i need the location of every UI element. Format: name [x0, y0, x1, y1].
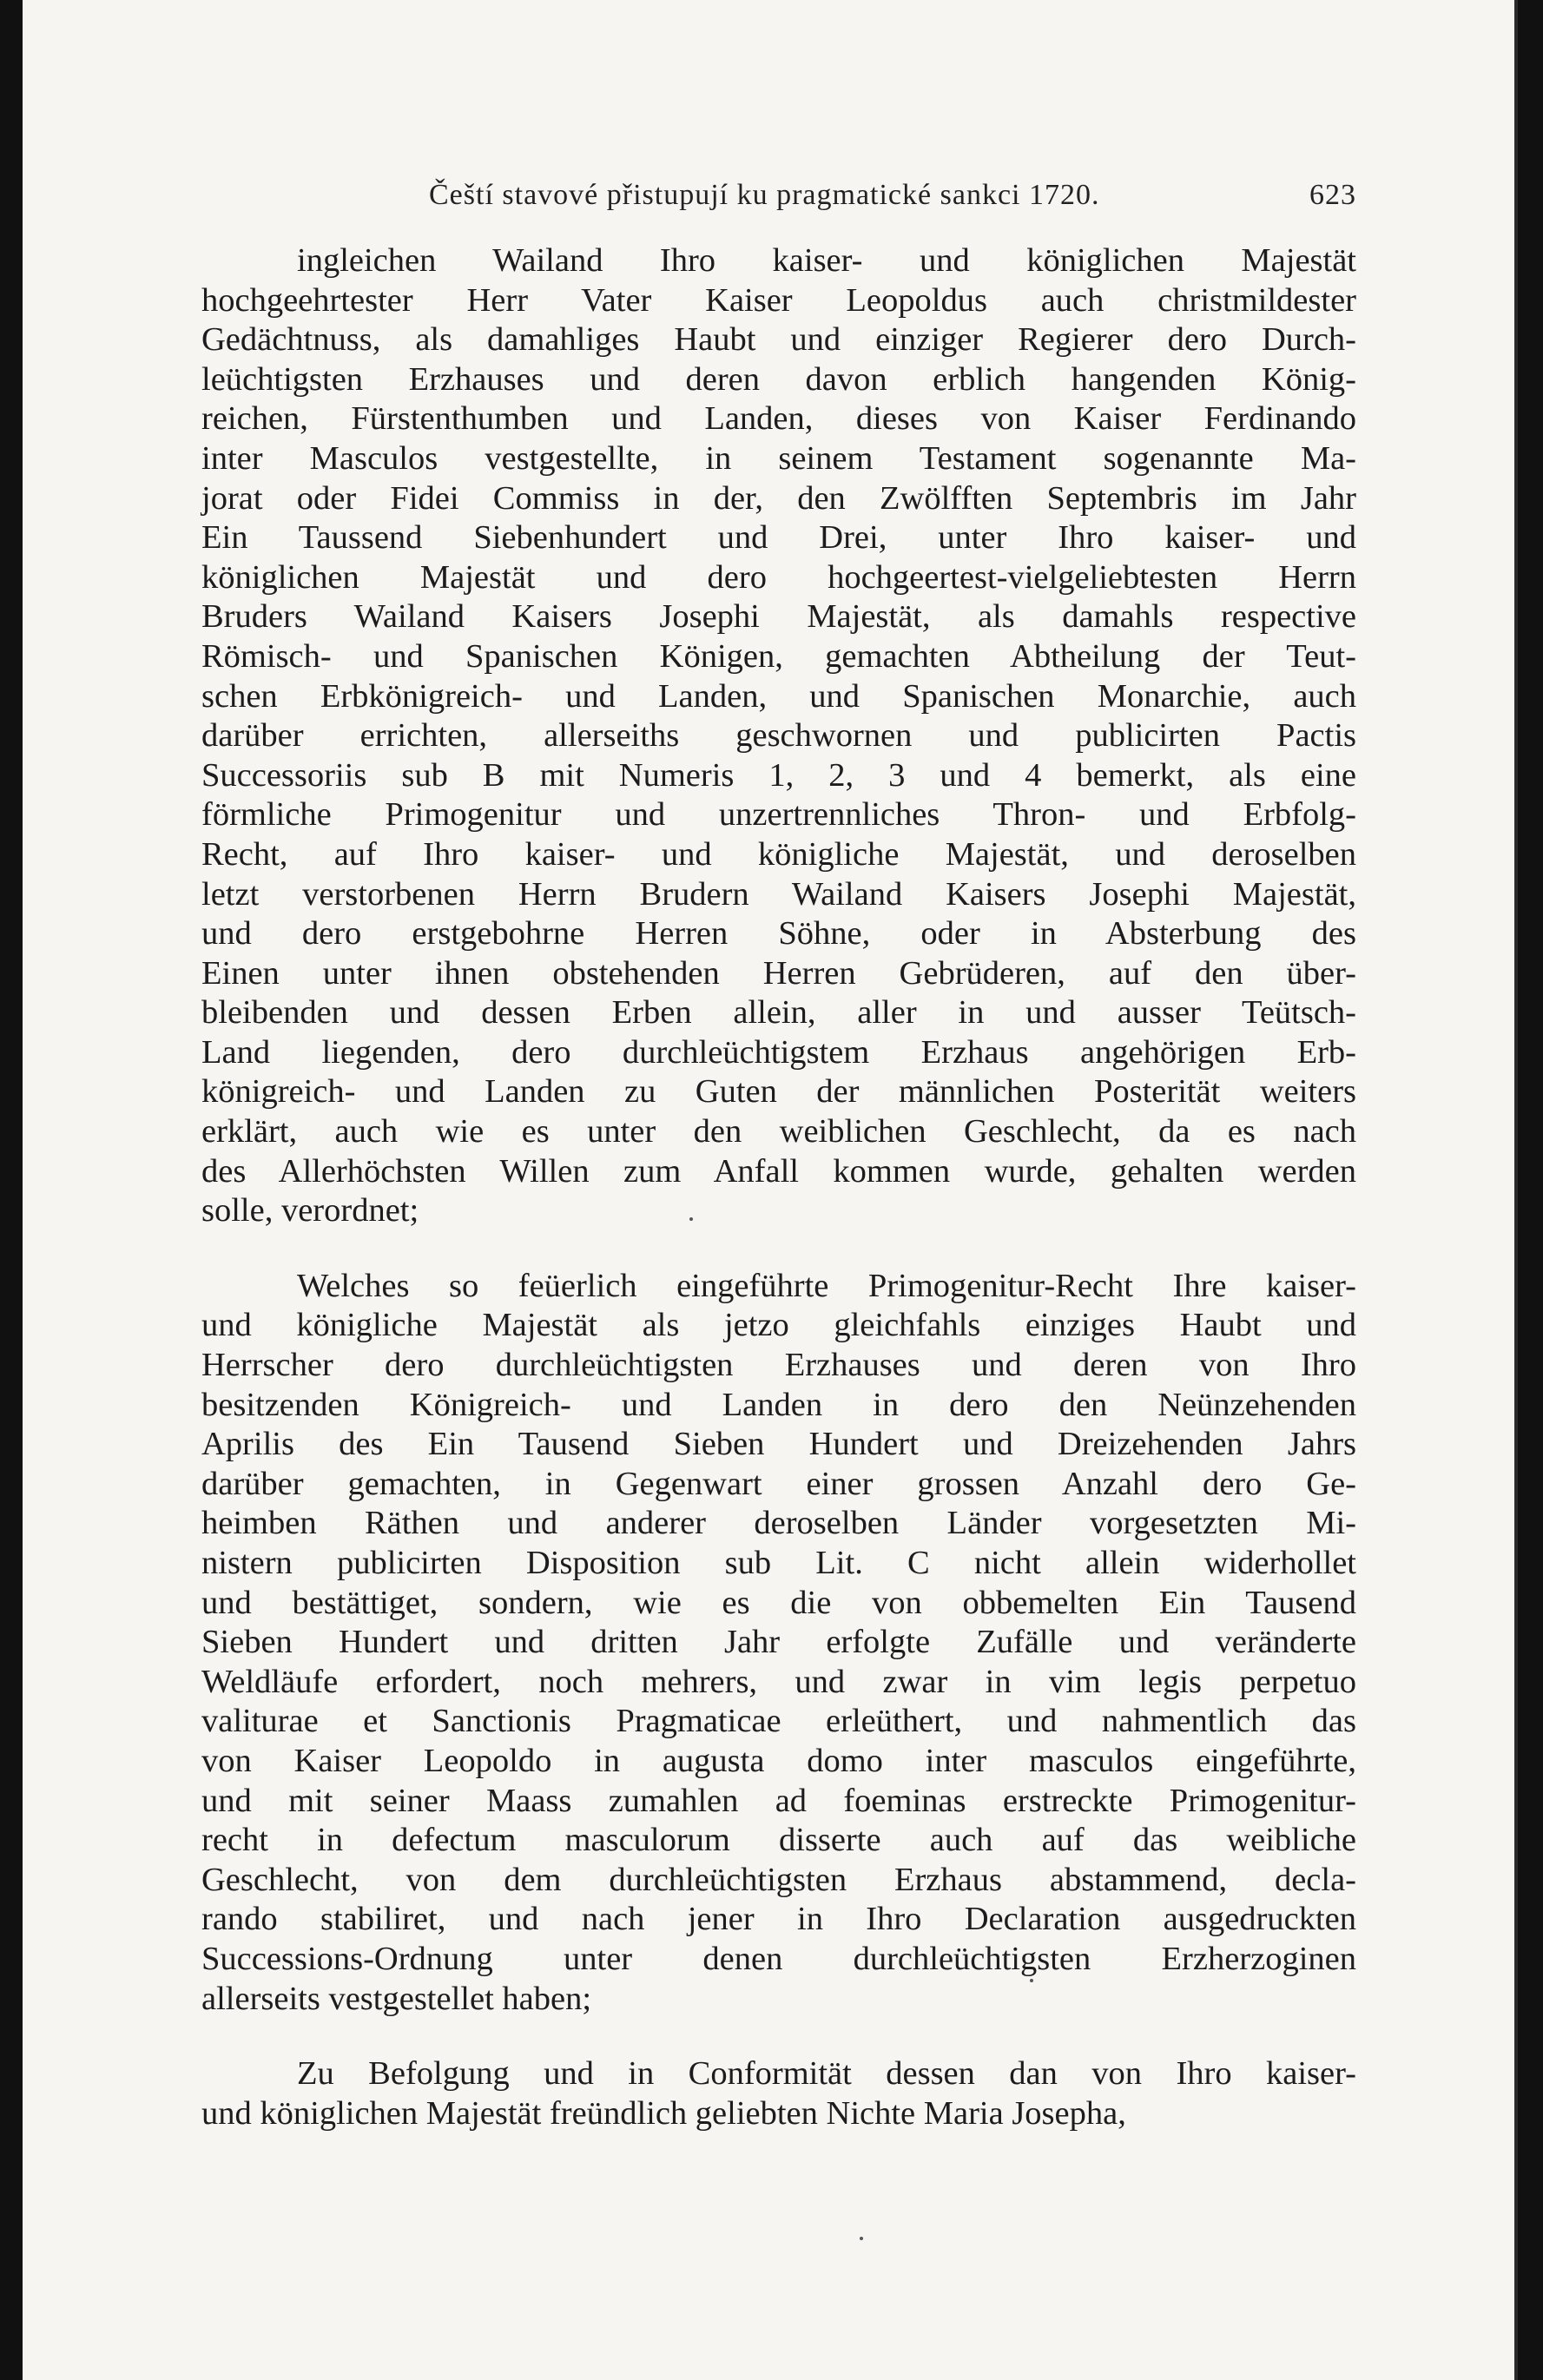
page-content: [201, 170, 1356, 2133]
text-line: inter Masculos vestgestellte, in seinem Testament sogenannte Ma-: [201, 439, 1356, 477]
text-line: Zu Befolgung und in Conformität dessen dan von Ihro kaiser-: [297, 2055, 1356, 2093]
text-line: jorat oder Fidei Commiss in der, den Zwölfften Septembris im Jahr: [201, 479, 1356, 517]
text-line: erklärt, auch wie es unter den weiblichen Geschlecht, da es nach: [201, 1113, 1356, 1150]
text-line: Land liegenden, dero durchleüchtigstem Erzhaus angehörigen Erb-: [201, 1033, 1356, 1071]
text-line: Successions-Ordnung unter denen durchleüchtigsten Erzherzoginen: [201, 1940, 1356, 1977]
text-line: darüber gemachten, in Gegenwart einer grossen Anzahl dero Ge-: [201, 1465, 1356, 1502]
text-line: Einen unter ihnen obstehenden Herren Gebrüderen, auf den über-: [201, 954, 1356, 992]
text-line: recht in defectum masculorum disserte auch auf das weibliche: [201, 1822, 1356, 1859]
text-line: Successoriis sub B mit Numeris 1, 2, 3 und 4 bemerkt, als eine: [201, 756, 1356, 794]
text-line: Recht, auf Ihro kaiser- und königliche Majestät, und deroselben: [201, 835, 1356, 873]
paragraph: [201, 241, 1356, 1231]
text-line: reichen, Fürstenthumben und Landen, dieses von Kaiser Ferdinando: [201, 400, 1356, 438]
text-line: bleibenden und dessen Erben allein, aller in und ausser Teütsch-: [201, 994, 1356, 1032]
text-line: und dero erstgebohrne Herren Söhne, oder in Absterbung des: [201, 915, 1356, 953]
running-header: [201, 170, 1356, 222]
text-line: königlichen Majestät und dero hochgeertest-vielgeliebtesten Herrn: [201, 558, 1356, 596]
text-line: königreich- und Landen zu Guten der männlichen Posterität weiters: [201, 1073, 1356, 1111]
text-line: allerseits vestgestellet haben;: [201, 1980, 592, 2017]
text-line: letzt verstorbenen Herrn Brudern Wailand Kaisers Josephi Majestät,: [201, 875, 1356, 913]
text-line: und bestättiget, sondern, wie es die von obbemelten Ein Tausend: [201, 1584, 1356, 1621]
text-line: und mit seiner Maass zumahlen ad foeminas erstreckte Primogenitur-: [201, 1782, 1356, 1819]
running-title: Čeští stavové přistupují ku pragmatické sankci 1720.: [429, 179, 1100, 211]
text-line: Bruders Wailand Kaisers Josephi Majestät, als damahls respective: [201, 598, 1356, 636]
text-line: solle, verordnet;: [201, 1192, 419, 1230]
text-line: und königliche Majestät als jetzo gleichfahls einziges Haubt und: [201, 1307, 1356, 1344]
body-text: [201, 241, 1356, 2133]
text-line: Römisch- und Spanischen Königen, gemachten Abtheilung der Teut-: [201, 637, 1356, 675]
text-line: Gedächtnuss, als damahliges Haubt und einziger Regierer dero Durch-: [201, 321, 1356, 359]
speck-mark: [689, 1217, 693, 1221]
text-line: Geschlecht, von dem durchleüchtigsten Erzhaus abstammend, decla-: [201, 1861, 1356, 1898]
text-line: Ein Taussend Siebenhundert und Drei, unter Ihro kaiser- und: [201, 519, 1356, 557]
paragraph: [201, 2054, 1356, 2133]
text-line: leüchtigsten Erzhauses und deren davon erblich hangenden König-: [201, 360, 1356, 398]
text-line: schen Erbkönigreich- und Landen, und Spanischen Monarchie, auch: [201, 677, 1356, 715]
text-line: nistern publicirten Disposition sub Lit. C nicht allein widerhollet: [201, 1545, 1356, 1581]
scanned-page: [23, 0, 1518, 2380]
text-line: des Allerhöchsten Willen zum Anfall kommen wurde, gehalten werden: [201, 1152, 1356, 1190]
page-number: 623: [1309, 179, 1356, 211]
text-line: ingleichen Wailand Ihro kaiser- und königlichen Majestät: [297, 242, 1356, 279]
text-line: Sieben Hundert und dritten Jahr erfolgte Zufälle und veränderte: [201, 1624, 1356, 1661]
text-line: Aprilis des Ein Tausend Sieben Hundert und Dreizehenden Jahrs: [201, 1426, 1356, 1463]
text-line: Weldläufe erfordert, noch mehrers, und zwar in vim legis perpetuo: [201, 1663, 1356, 1700]
text-line: Welches so feüerlich eingeführte Primogenitur-Recht Ihre kaiser-: [297, 1267, 1356, 1304]
text-line: valiturae et Sanctionis Pragmaticae erleüthert, und nahmentlich das: [201, 1703, 1356, 1740]
speck-mark: [1030, 1979, 1033, 1982]
text-line: Herrscher dero durchleüchtigsten Erzhauses und deren von Ihro: [201, 1347, 1356, 1384]
page-edge-shadow: [1514, 0, 1518, 2380]
text-line: hochgeehrtester Herr Vater Kaiser Leopoldus auch christmildester: [201, 281, 1356, 319]
text-line: von Kaiser Leopoldo in augusta domo inter masculos eingeführte,: [201, 1742, 1356, 1779]
text-line: förmliche Primogenitur und unzertrennliches Thron- und Erbfolg-: [201, 796, 1356, 834]
text-line: besitzenden Königreich- und Landen in dero den Neünzehenden: [201, 1386, 1356, 1423]
text-line: heimben Räthen und anderer deroselben Länder vorgesetzten Mi-: [201, 1505, 1356, 1542]
speck-mark: [860, 2237, 863, 2240]
text-line: und königlichen Majestät freündlich geliebten Nichte Maria Josepha,: [201, 2094, 1126, 2132]
paragraph: [201, 1267, 1356, 2019]
text-line: darüber errichten, allerseiths geschwornen und publicirten Pactis: [201, 717, 1356, 755]
text-line: rando stabiliret, und nach jener in Ihro Declaration ausgedruckten: [201, 1901, 1356, 1938]
